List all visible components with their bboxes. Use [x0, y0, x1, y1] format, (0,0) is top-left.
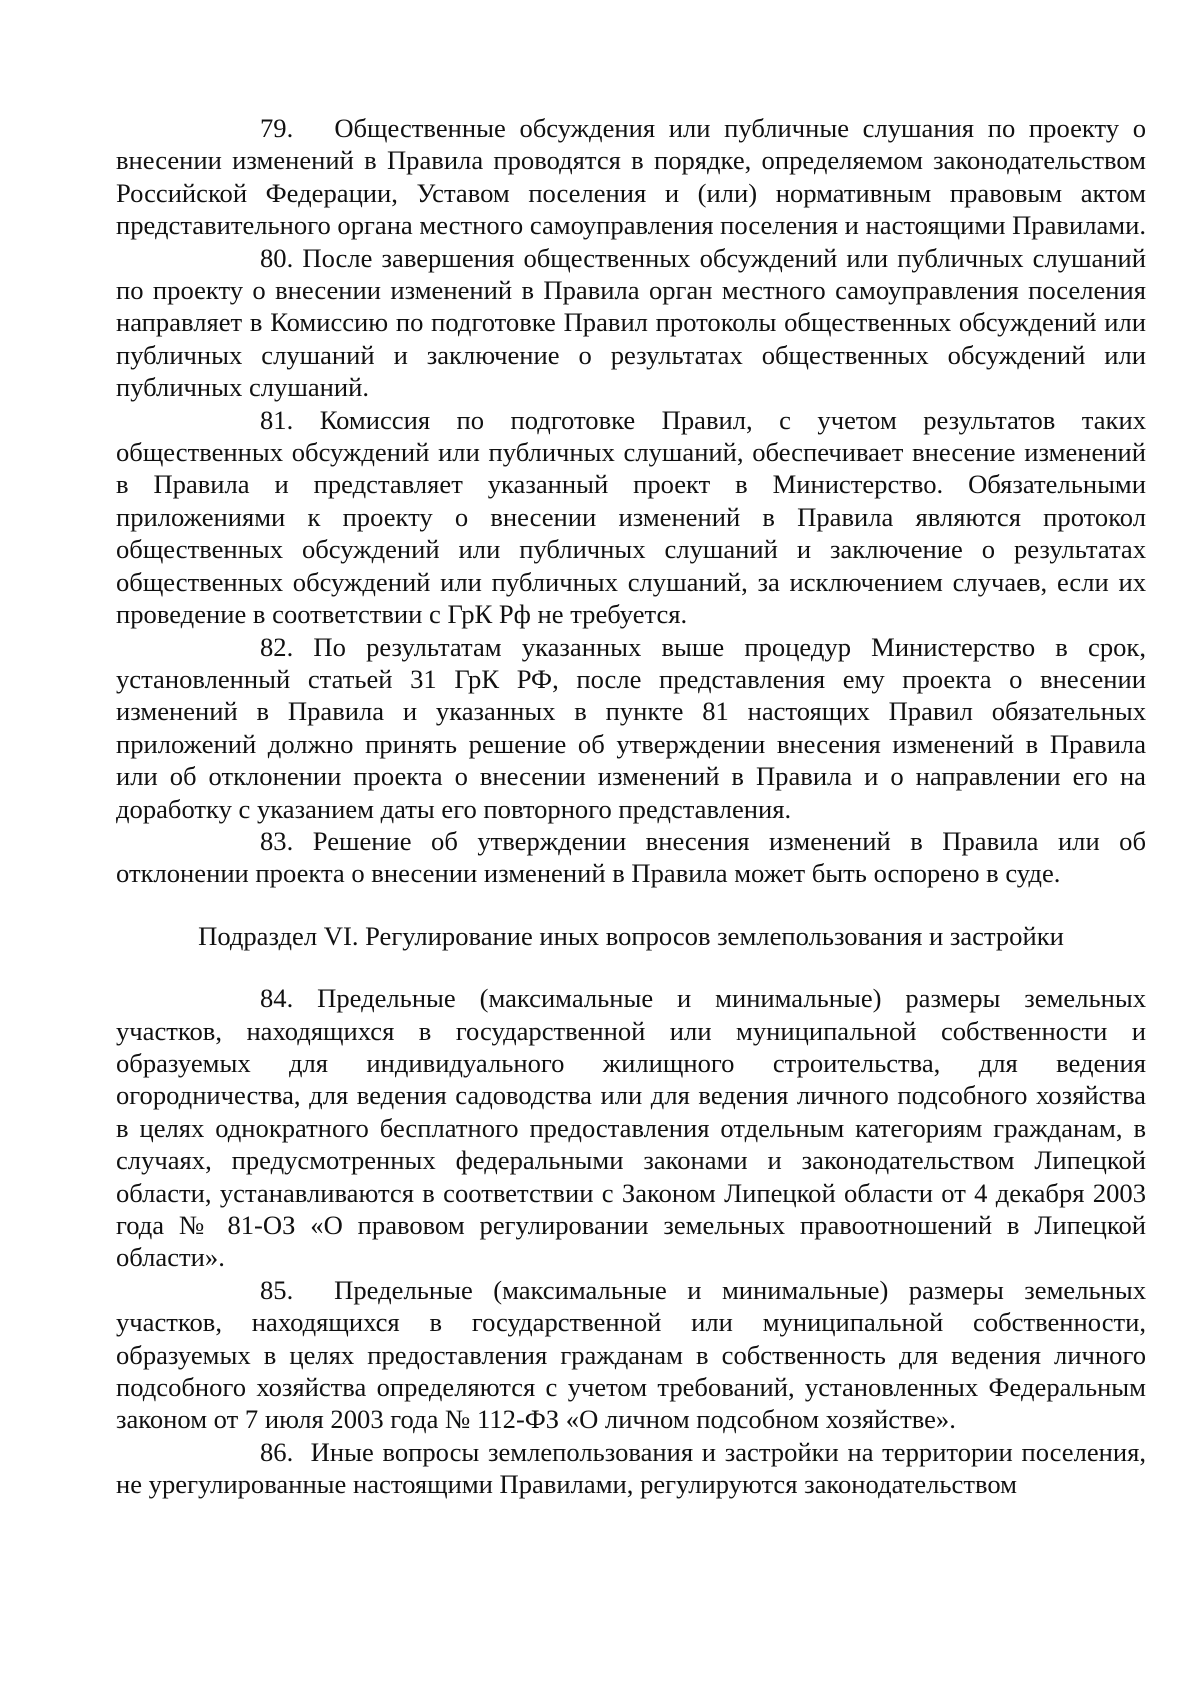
paragraph-86: [116, 1436, 1146, 1501]
paragraph-text: Решение об утверждении внесения изменений в Правила или об отклонении проекта о внесении изменений в Правила может быть оспорено в суде.: [116, 825, 1146, 889]
section-heading: Подраздел VI. Регулирование иных вопросов землепользования и застройки: [198, 920, 1064, 951]
paragraph-number: 85.: [260, 1274, 294, 1305]
paragraph-text: Предельные (максимальные и минимальные) размеры земельных участков, находящихся в государственной или муниципальной собственности, образуемых в целях предоставления гражданам в собственность для ведения личного подсобного хозяйства определяются с учетом требований, установленных Федеральным законом от 7 июля 2003 года № 112-ФЗ «О личном подсобном хозяйстве».: [116, 1274, 1147, 1435]
paragraph-84: [116, 982, 1146, 1274]
paragraph-79: [116, 112, 1146, 242]
paragraph-number: 79.: [260, 113, 294, 143]
paragraph-text: После завершения общественных обсуждений или публичных слушаний по проекту о внесении изменений в Правила орган местного самоуправления поселения направляет в Комиссию по подготовке Правил протоколы общественных обсуждений или публичных слушаний и заключение о результатах общественных обсуждений или публичных слушаний.: [116, 242, 1146, 403]
paragraph-number: 83.: [260, 825, 294, 856]
paragraph-85: [116, 1274, 1146, 1436]
paragraph-number: 82.: [260, 631, 294, 662]
document-page: [116, 112, 1146, 1501]
paragraph-number: 86.: [260, 1436, 294, 1467]
paragraph-text: Комиссия по подготовке Правил, с учетом результатов таких общественных обсуждений или публичных слушаний, обеспечивает внесение изменений в Правила и представляет указанный проект в Министерство. Обязательными приложениями к проекту о внесении изменений в Правила являются протокол общественных обсуждений или публичных слушаний и заключение о результатах общественных обсуждений или публичных слушаний, за исключением случаев, если их проведение в соответствии с ГрК Рф не требуется.: [116, 404, 1146, 630]
paragraph-80: [116, 242, 1146, 404]
paragraph-81: [116, 404, 1146, 631]
paragraph-text: Иные вопросы землепользования и застройки на территории поселения, не урегулированные настоящими Правилами, регулируются законодательством: [116, 1436, 1146, 1500]
paragraph-number: 84.: [260, 983, 294, 1014]
paragraph-number: 80.: [260, 242, 294, 273]
paragraph-text: Предельные (максимальные и минимальные) размеры земельных участков, находящихся в государственной или муниципальной собственности и образуемых для индивидуального жилищного строительства, для ведения огородничества, для ведения садоводства или для ведения личного подсобного хозяйства в целях однократного бесплатного предоставления отдельным категориям гражданам, в случаях, предусмотренных федеральными законами и законодательством Липецкой области, устанавливаются в соответствии с Законом Липецкой области от 4 декабря 2003 года № 81-ОЗ «О правовом регулировании земельных правоотношений в Липецкой области».: [116, 983, 1146, 1273]
paragraph-number: 81.: [260, 404, 294, 435]
paragraph-text: Общественные обсуждения или публичные слушания по проекту о внесении изменений в Правила проводятся в порядке, определяемом законодательством Российской Федерации, Уставом поселения и (или) нормативным правовым актом представительного органа местного самоуправления поселения и настоящими Правилами.: [116, 113, 1146, 241]
paragraph-83: [116, 825, 1146, 890]
paragraph-82: [116, 631, 1146, 825]
paragraph-text: По результатам указанных выше процедур Министерство в срок, установленный статьей 31 ГрК РФ, после представления ему проекта о внесении изменений в Правила и указанных в пункте 81 настоящих Правил обязательных приложений должно принять решение об утверждении внесения изменений в Правила или об отклонении проекта о внесении изменений в Правила и о направлении его на доработку с указанием даты его повторного представления.: [116, 631, 1146, 824]
